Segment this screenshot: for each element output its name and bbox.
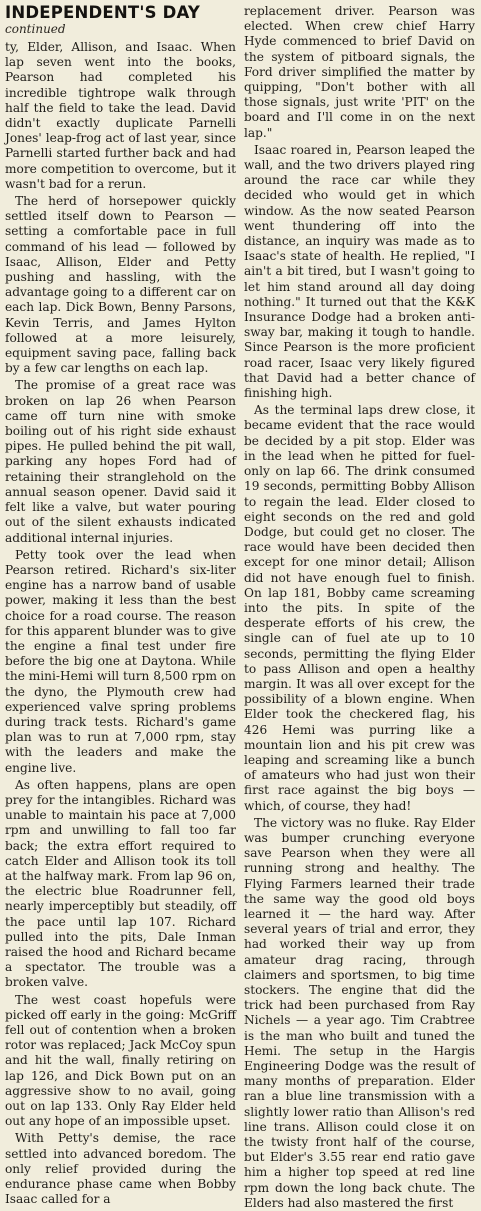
left-column — [5, 3, 236, 1207]
paragraph: Isaac roared in, Pearson leaped the wall, and the two drivers played ring around the race car while they decided who would get in which window. As the now seated Pearson went thundering off into the distance, an inquiry was made as to Isaac's state of health. He replied, "I ain't a bit tired, but I wasn't going to let him stand around all day doing nothing." It turned out that the K&K Insurance Dodge had a broken anti-sway bar, making it tough to handle. Since Pearson is the more proficient road racer, Isaac very likely figured that David had a better chance of finishing high. — [244, 142, 475, 401]
paragraph: As the terminal laps drew close, it became evident that the race would be decided by a pit stop. Elder was in the lead when he pitted for fuel-only on lap 66. The drink consumed 19 seconds, permitting Bobby Allison to regain the lead. Elder closed to eight seconds on the red and gold Dodge, but could get no closer. The race would have been decided then except for one minor detail; Allison did not have enough fuel to finish. On lap 181, Bobby came screaming into the pits. In spite of the desperate efforts of his crew, the single can of fuel ate up to 10 seconds, permitting the flying Elder to pass Allison and open a healthy margin. It was all over except for the possibility of a blown engine. When Elder took the checkered flag, his 426 Hemi was purring like a mountain lion and his pit crew was leaping and screaming like a bunch of amateurs who had just won their first race against the big boys — which, of course, they had! — [244, 403, 475, 813]
paragraph: As often happens, plans are open prey for the intangibles. Richard was unable to maintain his pace at 7,000 rpm and unwilling to fall too far back; the extra effort required to catch Elder and Allison took its toll at the halfway mark. From lap 96 on, the electric blue Roadrunner fell, nearly imperceptibly but steadily, off the pace until lap 107. Richard pulled into the pits, Dale Inman raised the hood and Richard became a spectator. The trouble was a broken valve. — [5, 777, 236, 990]
paragraph: ty, Elder, Allison, and Isaac. When lap seven went into the books, Pearson had completed his incredible tightrope walk through half the field to take the lead. David didn't exactly duplicate Parnelli Jones' leap-frog act of last year, since Parnelli started further back and had more competition to overcome, but it wasn't bad for a rerun. — [5, 40, 236, 191]
paragraph: With Petty's demise, the race settled into advanced boredom. The only relief provided during the endurance phase came when Bobby Isaac called for a — [5, 1131, 236, 1207]
paragraph: replacement driver. Pearson was elected. When crew chief Harry Hyde commenced to brief David on the system of pitboard signals, the Ford driver simplified the matter by quipping, "Don't bother with all those signals, just write 'PIT' on the board and I'll come in on the next lap." — [244, 4, 475, 140]
article-subtitle: continued — [5, 22, 66, 36]
article-header — [5, 4, 236, 36]
paragraph: Petty took over the lead when Pearson retired. Richard's six-liter engine has a narrow band of usable power, making it less than the best choice for a road course. The reason for this apparent blunder was to give the engine a final test under fire before the big one at Daytona. While the mini-Hemi will turn 8,500 rpm on the dyno, the Plymouth crew had experienced valve spring problems during track tests. Richard's game plan was to run at 7,000 rpm, stay with the leaders and make the engine live. — [5, 547, 236, 775]
article-columns — [5, 3, 475, 1210]
paragraph: The herd of horsepower quickly settled itself down to Pearson — setting a comfortable pace in full command of his lead — followed by Isaac, Allison, Elder and Petty pushing and hassling, with the advantage going to a different car on each lap. Dick Bown, Benny Parsons, Kevin Terris, and James Hylton followed at a more leisurely, equipment saving pace, falling back by a few car lengths on each lap. — [5, 194, 236, 376]
paragraph: The west coast hopefuls were picked off early in the going: McGriff fell out of contention when a broken rotor was replaced; Jack McCoy spun and hit the wall, finally retiring on lap 126, and Dick Bown put on an aggressive show to no avail, going out on lap 133. Only Ray Elder held out any hope of an impossible upset. — [5, 992, 236, 1129]
paragraph: The promise of a great race was broken on lap 26 when Pearson came off turn nine with smoke boiling out of his right side exhaust pipes. He pulled behind the pit wall, parking any hopes Ford had of retaining their stranglehold on the annual season opener. David said it felt like a valve, but water pouring out of the silent exhausts indicated additional internal injuries. — [5, 378, 236, 545]
article-title: INDEPENDENT'S DAY — [5, 3, 201, 22]
paragraph: The victory was no fluke. Ray Elder was bumper crunching everyone save Pearson when they were all running strong and healthy. The Flying Farmers learned their trade the same way the good old boys learned it — the hard way. After several years of trial and error, they had worked their way up from amateur drag racing, through claimers and sportsmen, to big time stockers. The engine that did the trick had been purchased from Ray Nichels — a year ago. Tim Crabtree is the man who built and tuned the Hemi. The setup in the Hargis Engineering Dodge was the result of many months of preparation. Elder ran a blue line transmission with a slightly lower ratio than Allison's red line trans. Allison could close it on the twisty front half of the course, but Elder's 3.55 rear end ratio gave him a higher top speed at red line rpm down the long back chute. The Elders had also mastered the first — [244, 815, 475, 1210]
right-column — [244, 4, 475, 1210]
